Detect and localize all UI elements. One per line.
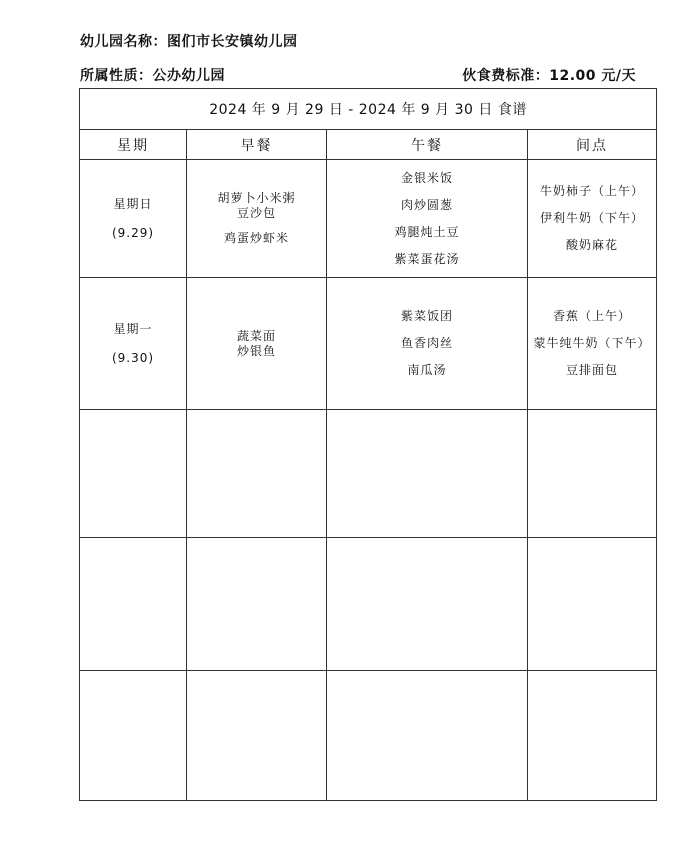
meal-fee-standard: 伙食费标准：12.00 元/天 [462, 68, 636, 84]
column-header-snack: 间点 [528, 130, 657, 160]
empty-cell [80, 410, 187, 538]
empty-cell [80, 538, 187, 671]
snack-item: 牛奶柿子（上午） [540, 184, 645, 198]
breakfast-item: 胡萝卜小米粥 [217, 191, 296, 205]
empty-cell [187, 410, 327, 538]
empty-cell [327, 671, 528, 801]
snack-item: 豆排面包 [566, 363, 619, 377]
snack-cell [528, 160, 657, 278]
ownership-type: 所属性质：公办幼儿园 [80, 68, 225, 84]
day-cell [80, 278, 187, 410]
snack-cell [528, 278, 657, 410]
lunch-item: 南瓜汤 [407, 363, 447, 377]
breakfast-item: 鸡蛋炒虾米 [223, 231, 289, 245]
table-row [80, 278, 657, 410]
lunch-item: 肉炒圆葱 [400, 197, 453, 212]
empty-row [80, 671, 657, 801]
empty-row [80, 538, 657, 671]
day-date: (9.30) [111, 350, 155, 365]
table-row [80, 160, 657, 278]
empty-cell [528, 671, 657, 801]
column-header-lunch: 午餐 [327, 130, 528, 160]
kindergarten-name: 幼儿园名称：图们市长安镇幼儿园 [80, 34, 298, 50]
day-name: 星期日 [113, 196, 153, 211]
lunch-item: 鱼香肉丝 [400, 336, 453, 350]
snack-item: 伊利牛奶（下午） [540, 211, 645, 225]
empty-cell [327, 538, 528, 671]
snack-item: 酸奶麻花 [566, 238, 619, 252]
empty-cell [187, 671, 327, 801]
empty-cell [327, 410, 528, 538]
lunch-item: 鸡腿炖土豆 [394, 224, 460, 239]
snack-item: 蒙牛纯牛奶（下午） [533, 336, 651, 350]
lunch-cell [327, 160, 528, 278]
menu-table [79, 88, 657, 801]
empty-cell [80, 671, 187, 801]
column-header-breakfast: 早餐 [187, 130, 327, 160]
breakfast-cell [187, 278, 327, 410]
column-header-weekday: 星期 [80, 130, 187, 160]
day-cell [80, 160, 187, 278]
lunch-item: 紫菜蛋花汤 [394, 251, 460, 266]
empty-cell [528, 410, 657, 538]
empty-cell [187, 538, 327, 671]
day-date: (9.29) [111, 225, 155, 240]
empty-cell [528, 538, 657, 671]
snack-item: 香蕉（上午） [553, 309, 632, 323]
breakfast-item: 豆沙包 [236, 206, 276, 220]
column-header-row [80, 130, 657, 160]
menu-title-row [80, 89, 657, 130]
menu-title: 2024 年 9 月 29 日 - 2024 年 9 月 30 日 食谱 [80, 89, 657, 130]
breakfast-item: 炒银鱼 [236, 343, 276, 358]
lunch-item: 金银米饭 [400, 170, 453, 185]
empty-row [80, 410, 657, 538]
lunch-cell [327, 278, 528, 410]
lunch-item: 紫菜饭团 [400, 309, 453, 323]
breakfast-item: 蔬菜面 [236, 328, 276, 343]
breakfast-cell [187, 160, 327, 278]
day-name: 星期一 [113, 321, 153, 336]
